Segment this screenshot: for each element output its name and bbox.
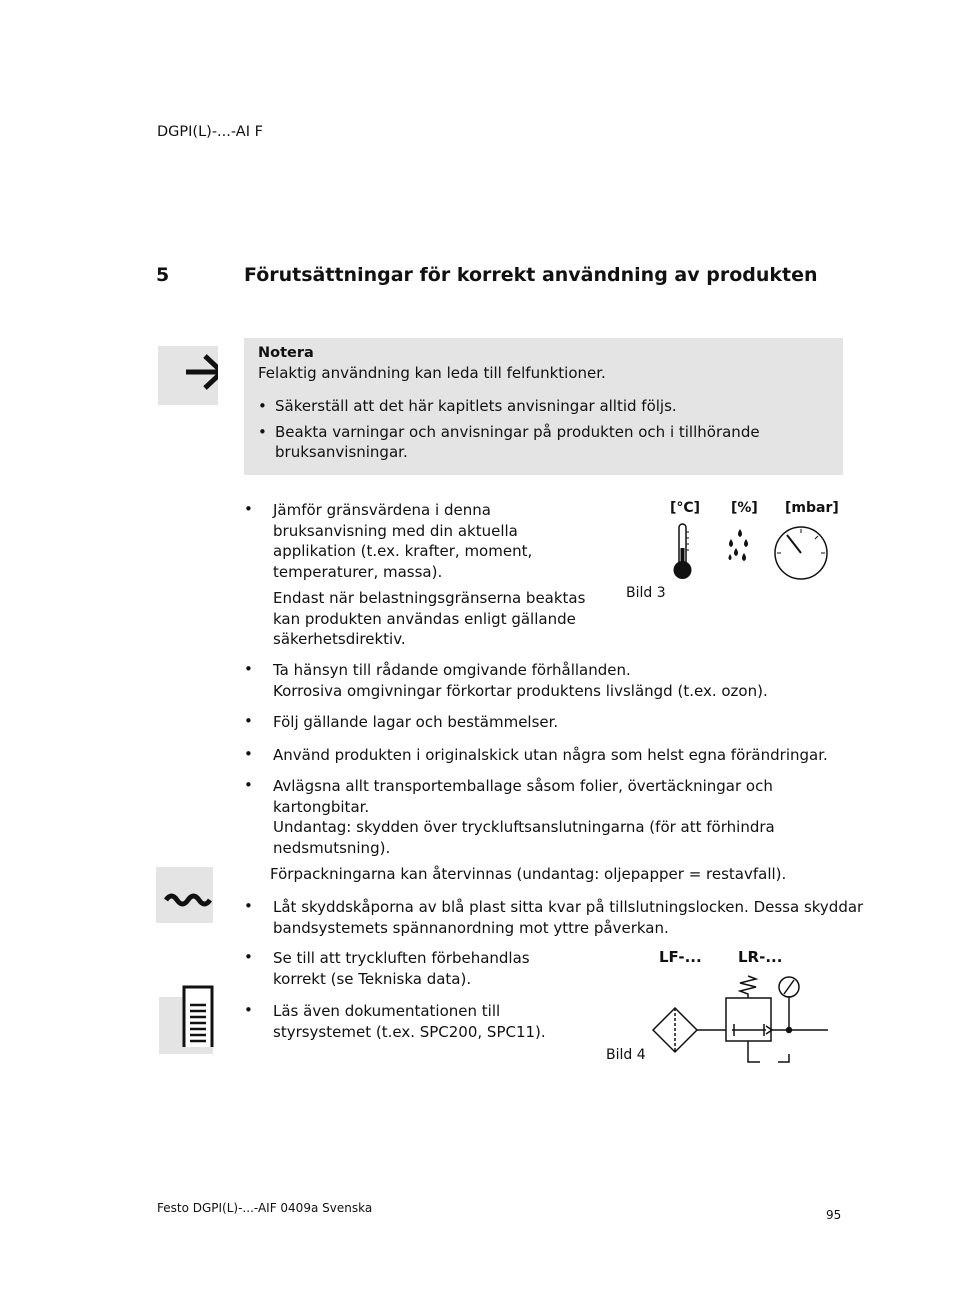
- bullet-marker: •: [244, 948, 253, 966]
- note-box: [244, 338, 843, 475]
- bullet-marker: •: [244, 1001, 253, 1019]
- thermometer-icon: [674, 524, 692, 579]
- bullet-marker: •: [244, 776, 253, 794]
- section-number: 5: [156, 264, 170, 286]
- note-text: Felaktig användning kan leda till felfunktioner.: [258, 364, 606, 382]
- bullet-marker: •: [244, 897, 253, 915]
- note-bullet-2: Beakta varningar och anvisningar på produkten och i tillhörande: [275, 423, 760, 441]
- bullet-marker: •: [244, 745, 253, 763]
- list-item: Låt skyddskåporna av blå plast sitta kvar på tillslutningslocken. Dessa skyddar bandsystemets spännanordning mot yttre påverkan.: [273, 898, 864, 937]
- bullet-marker: •: [244, 500, 253, 518]
- gauge-icon: [775, 527, 827, 579]
- footer-doc-info: Festo DGPI(L)-...-AIF 0409a Svenska: [157, 1201, 373, 1215]
- droplets-icon: [729, 529, 749, 561]
- list-item: Använd produkten i originalskick utan några som helst egna förändringar.: [273, 746, 828, 764]
- note-bullet-2-cont: bruksanvisningar.: [275, 443, 408, 461]
- recycling-note: Förpackningarna kan återvinnas (undantag: oljepapper = restavfall).: [270, 865, 787, 883]
- document-icon: [159, 985, 219, 1047]
- note-bullet-marker: •: [258, 397, 267, 415]
- note-icon-box: [158, 346, 218, 405]
- list-item: Se till att tryckluften förbehandlas korrekt (se Tekniska data).: [273, 949, 530, 988]
- bullet-marker: •: [244, 712, 253, 730]
- figure-3-caption: Bild 3: [626, 585, 666, 601]
- unit-celsius: [°C]: [670, 500, 701, 516]
- label-lf: LF-...: [659, 948, 702, 966]
- label-lr: LR-...: [738, 948, 783, 966]
- list-item: Avlägsna allt transportemballage såsom folier, övertäckningar och kartongbitar. Undantag: skydden över tryckluftsanslutningarna (för att förhindra nedsmutsning).: [273, 777, 775, 857]
- wave-icon-box: [156, 867, 213, 923]
- note-heading: Notera: [258, 345, 314, 361]
- pneumatic-diagram: [648, 968, 833, 1068]
- list-item: Följ gällande lagar och bestämmelser.: [273, 713, 559, 731]
- list-item-note: Endast när belastningsgränserna beaktas kan produkten användas enligt gällande säkerhetsdirektiv.: [273, 589, 586, 648]
- figure-3-icons: [660, 520, 840, 590]
- note-bullet-1: Säkerställ att det här kapitlets anvisningar alltid följs.: [275, 397, 677, 415]
- list-item: Ta hänsyn till rådande omgivande förhållanden. Korrosiva omgivningar förkortar produktens livslängd (t.ex. ozon).: [273, 661, 768, 700]
- bullet-marker: •: [244, 660, 253, 678]
- note-bullet-marker: •: [258, 423, 267, 441]
- wave-icon: [156, 867, 213, 923]
- section-title: Förutsättningar för korrekt användning av produkten: [244, 264, 818, 286]
- unit-mbar: [mbar]: [785, 500, 839, 516]
- list-item: Läs även dokumentationen till styrsystemet (t.ex. SPC200, SPC11).: [273, 1002, 546, 1041]
- figure-4-caption: Bild 4: [606, 1047, 646, 1063]
- list-item: Jämför gränsvärdena i denna bruksanvisning med din aktuella applikation (t.ex. krafter, moment, temperaturer, massa).: [273, 501, 533, 581]
- document-code: DGPI(L)-...-AI F: [157, 124, 263, 140]
- arrow-right-icon: [158, 346, 218, 405]
- page-number: 95: [826, 1208, 842, 1222]
- unit-percent: [%]: [731, 500, 758, 516]
- document-icon-box: [159, 997, 213, 1054]
